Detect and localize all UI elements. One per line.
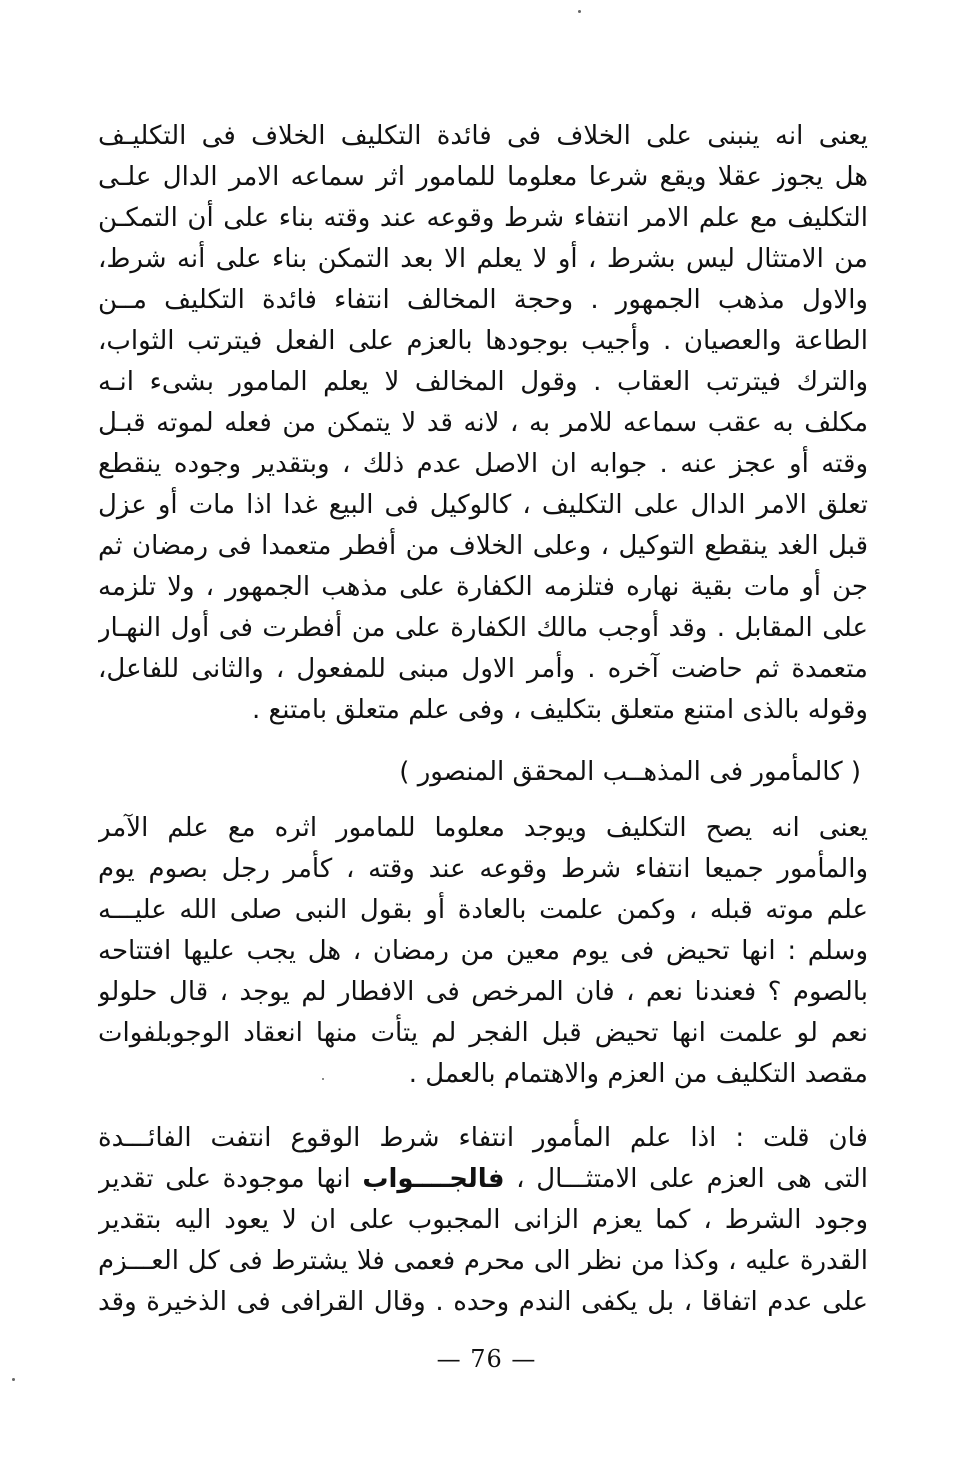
text-line: قبل الغد ينقطع التوكيل ، وعلى الخلاف من أفطر متعمدا فى رمضان ثم bbox=[98, 531, 868, 561]
text-line: مكلف به عقب سماعه للامر به ، لانه قد لا يتمكن من فعله لموته قبـل bbox=[98, 408, 868, 438]
scan-speck bbox=[322, 1078, 324, 1080]
page-number: — 76 — bbox=[436, 1345, 537, 1373]
text-line: على المقابل . وقد أوجب مالك الكفارة على من أفطرت فى أول النهـار bbox=[98, 613, 868, 643]
text-line: والمأمور جميعا انتفاء شرط وقوعه عند وقته ، كأمر رجل بصوم يوم bbox=[98, 854, 868, 884]
bold-answer-word: فالجــــواب bbox=[362, 1164, 505, 1194]
verse-heading: ( كالمأمور فى المذهــب المحقق المنصور ) bbox=[399, 757, 861, 787]
text-segment: انها موجودة على تقدير bbox=[98, 1164, 363, 1194]
text-segment: التى هى العزم على الامتثـــال ، bbox=[504, 1164, 868, 1194]
text-line: مقصد التكليف من العزم والاهتمام بالعمل . bbox=[408, 1059, 868, 1089]
text-line: وسلم : انها تحيض فى يوم معين من رمضان ، هل يجب عليها افتتاحه bbox=[98, 936, 868, 966]
text-line: القدرة عليه ، وكذا من نظر الى محرم فعمى فلا يشترط فى كل العـــزم bbox=[98, 1246, 868, 1276]
text-line: فان قلت : اذا علم المأمور انتفاء شرط الوقوع انتفت الفائـــدة bbox=[98, 1123, 868, 1153]
text-line: التكليف مع علم الامر انتفاء شرط وقوعه عند وقته بناء على أن التمكـن bbox=[98, 203, 868, 233]
scan-speck bbox=[578, 10, 581, 13]
paragraph-3 bbox=[98, 1118, 868, 1323]
text-line-with-bold bbox=[98, 1159, 868, 1200]
text-line: يعنى انه يصح التكليف ويوجد معلوما للمامور اثره مع علم الآمر bbox=[98, 813, 868, 843]
text-line: نعم لو علمت انها تحيض قبل الفجر لم يتأت منها انعقاد الوجوبلفوات bbox=[98, 1018, 868, 1048]
text-line: بالصوم ؟ فعندنا نعم ، فان المرخص فى الافطار لم يوجد ، قال حلولو bbox=[98, 977, 868, 1007]
text-line: على عدم اتفاقا ، بل يكفى الندم وحده . وقال القرافى فى الذخيرة وقد bbox=[98, 1287, 868, 1317]
text-line: وقوله بالذى امتنع متعلق بتكليف ، وفى علم متعلق بامتنع . bbox=[251, 695, 868, 725]
text-line: هل يجوز عقلا ويقع شرعا معلوما للمامور اثر سماعه الامر الدال علـى bbox=[98, 162, 868, 192]
text-line: والترك فيترتب العقاب . وقول المخالف لا يعلم المامور بشىء انـه bbox=[98, 367, 868, 397]
paragraph-2 bbox=[98, 808, 868, 1095]
text-line: والاول مذهب الجمهور . وحجة المخالف انتفاء فائدة التكليف مــن bbox=[98, 285, 868, 315]
text-line: الطاعة والعصيان . وأجيب بوجودها بالعزم على الفعل فيترتب الثواب، bbox=[98, 326, 868, 356]
text-line: وجود الشرط ، كما يعزم الزانى المجبوب على ان لا يعود اليه بتقدير bbox=[98, 1205, 868, 1235]
paragraph-1 bbox=[98, 116, 868, 731]
text-line: تعلق الامر الدال على التكليف ، كالوكيل فى البيع غدا اذا مات أو عزل bbox=[98, 490, 868, 520]
text-line: جن أو مات بقية نهاره فتلزمه الكفارة على مذهب الجمهور ، ولا تلزمه bbox=[98, 572, 868, 602]
scan-speck bbox=[12, 1378, 15, 1381]
text-line: يعنى انه ينبنى على الخلاف فى فائدة التكليف الخلاف فى التكليـف bbox=[98, 121, 868, 151]
text-line: علم موته قبله ، وكمن علمت بالعادة أو بقول النبى صلى الله عليـــه bbox=[98, 895, 868, 925]
text-line: من الامتثال ليس بشرط ، أو لا يعلم الا بعد التمكن بناء على أنه شرط، bbox=[98, 244, 868, 274]
text-line: متعمدة ثم حاضت آخره . وأمر الاول مبنى للمفعول ، والثانى للفاعل، bbox=[98, 654, 868, 684]
text-line: وقته أو عجز عنه . جوابه ان الاصل عدم ذلك ، وبتقدير وجوده ينقطع bbox=[98, 449, 868, 479]
